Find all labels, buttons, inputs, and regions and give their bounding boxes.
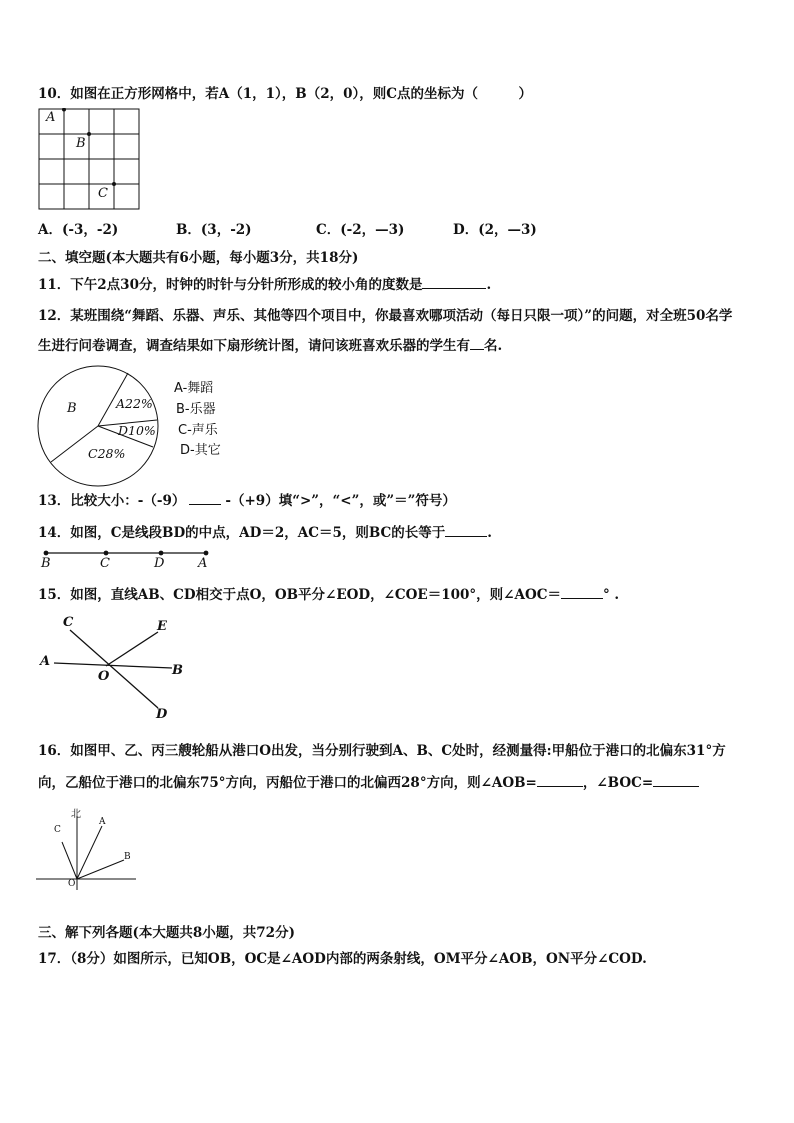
q17-text: 17．（8分）如图所示，已知OB，OC是∠AOD内部的两条射线，OM平分∠AOB，ON平分∠COD. (38, 951, 647, 967)
q16-answer-blank-aob[interactable] (537, 786, 583, 787)
q14 (38, 521, 492, 541)
q10-option-d: D．(2，—3) (453, 222, 537, 238)
pie-label-c: C28% (88, 446, 126, 461)
q16-label-north: 北 (71, 809, 81, 820)
q14-answer-blank[interactable] (445, 536, 487, 537)
q14-point-d: D (154, 556, 165, 571)
q10-option-b: B．(3，-2) (176, 222, 252, 238)
q13-text-2: -（+9）填“>”，“<”，或”＝”符号） (225, 493, 456, 509)
pie-legend-d: D-其它 (180, 443, 221, 458)
q15 (38, 583, 619, 603)
q15-label-c: C (63, 615, 74, 630)
q13-answer-blank[interactable] (189, 504, 221, 505)
q13 (38, 489, 456, 509)
q14-point-b: B (41, 556, 51, 571)
q11-answer-blank[interactable] (422, 288, 486, 289)
q15-end: ° . (602, 587, 620, 603)
pie-label-d: D10% (118, 423, 156, 438)
pie-label-b: B (67, 401, 77, 416)
q15-label-d: D (156, 707, 168, 722)
q10-label-c: C (98, 186, 108, 201)
q16-line-2-text: 向，乙船位于港口的北偏东75°方向，丙船位于港口的北偏西28°方向，则∠AOB= (38, 775, 537, 791)
q10-option-c: C．(-2，—3) (316, 222, 405, 238)
pie-label-a: A22% (116, 396, 153, 411)
q14-text: 14．如图，C是线段BD的中点，AD＝2，AC＝5，则BC的长等于 (38, 525, 446, 541)
q16-line-2-mid: ，∠BOC= (582, 775, 654, 791)
q16-label-b: B (124, 852, 131, 862)
q15-label-b: B (172, 663, 183, 678)
q16-line-2 (38, 771, 699, 791)
q16-answer-blank-boc[interactable] (653, 786, 699, 787)
pie-legend-a: A-舞蹈 (174, 381, 214, 396)
q11-end: . (486, 277, 492, 293)
section-3-heading: 三、解下列各题(本大题共8小题，共72分) (38, 925, 295, 941)
q10-label-b: B (76, 136, 86, 151)
q13-text-1: 13．比较大小：-（-9） (38, 493, 186, 509)
q12-answer-blank[interactable] (470, 349, 484, 350)
q12-line-2-text: 生进行问卷调查，调查结果如下扇形统计图，请问该班喜欢乐器的学生有 (38, 338, 470, 354)
q16-line-1: 16．如图甲、乙、丙三艘轮船从港口O出发，当分别行驶到A、B、C处时，经测量得:甲船位于港口的北偏东31°方 (38, 743, 726, 759)
q12-line-2 (38, 334, 502, 354)
q12-line-1: 12．某班围绕“舞蹈、乐器、声乐、其他等四个项目中，你最喜欢哪项活动（每日只限一项）”的问题，对全班50名学 (38, 308, 733, 324)
q15-intersecting-lines (50, 620, 180, 720)
q16-direction-diagram (36, 806, 138, 892)
section-2-heading: 二、填空题(本大题共有6小题，每小题3分，共18分) (38, 250, 359, 266)
q12-line-2-end: 名. (484, 338, 503, 354)
q14-segment (40, 547, 212, 559)
q16-label-o: O (68, 879, 76, 889)
q10-text: 10．如图在正方形网格中，若A（1，1），B（2，0），则C点的坐标为（ ） (38, 86, 532, 102)
q11-text: 11．下午2点30分，时钟的时针与分针所形成的较小角的度数是 (38, 277, 423, 293)
q15-label-e: E (157, 619, 167, 634)
q14-point-c: C (100, 556, 110, 571)
q14-end: . (487, 525, 492, 541)
q15-text: 15．如图，直线AB、CD相交于点O，OB平分∠EOD，∠COE＝100°，则∠AOC＝ (38, 587, 561, 603)
pie-legend-b: B-乐器 (176, 402, 216, 417)
q16-label-c: C (54, 825, 61, 835)
q16-label-a: A (99, 817, 106, 827)
q11 (38, 273, 491, 293)
q10-label-a: A (46, 110, 56, 125)
q15-label-a: A (40, 654, 51, 669)
q10-option-a: A．(-3，-2) (38, 222, 119, 238)
q14-point-a: A (198, 556, 208, 571)
q15-answer-blank[interactable] (561, 598, 603, 599)
q15-label-o: O (98, 669, 110, 684)
pie-legend-c: C-声乐 (178, 423, 218, 438)
